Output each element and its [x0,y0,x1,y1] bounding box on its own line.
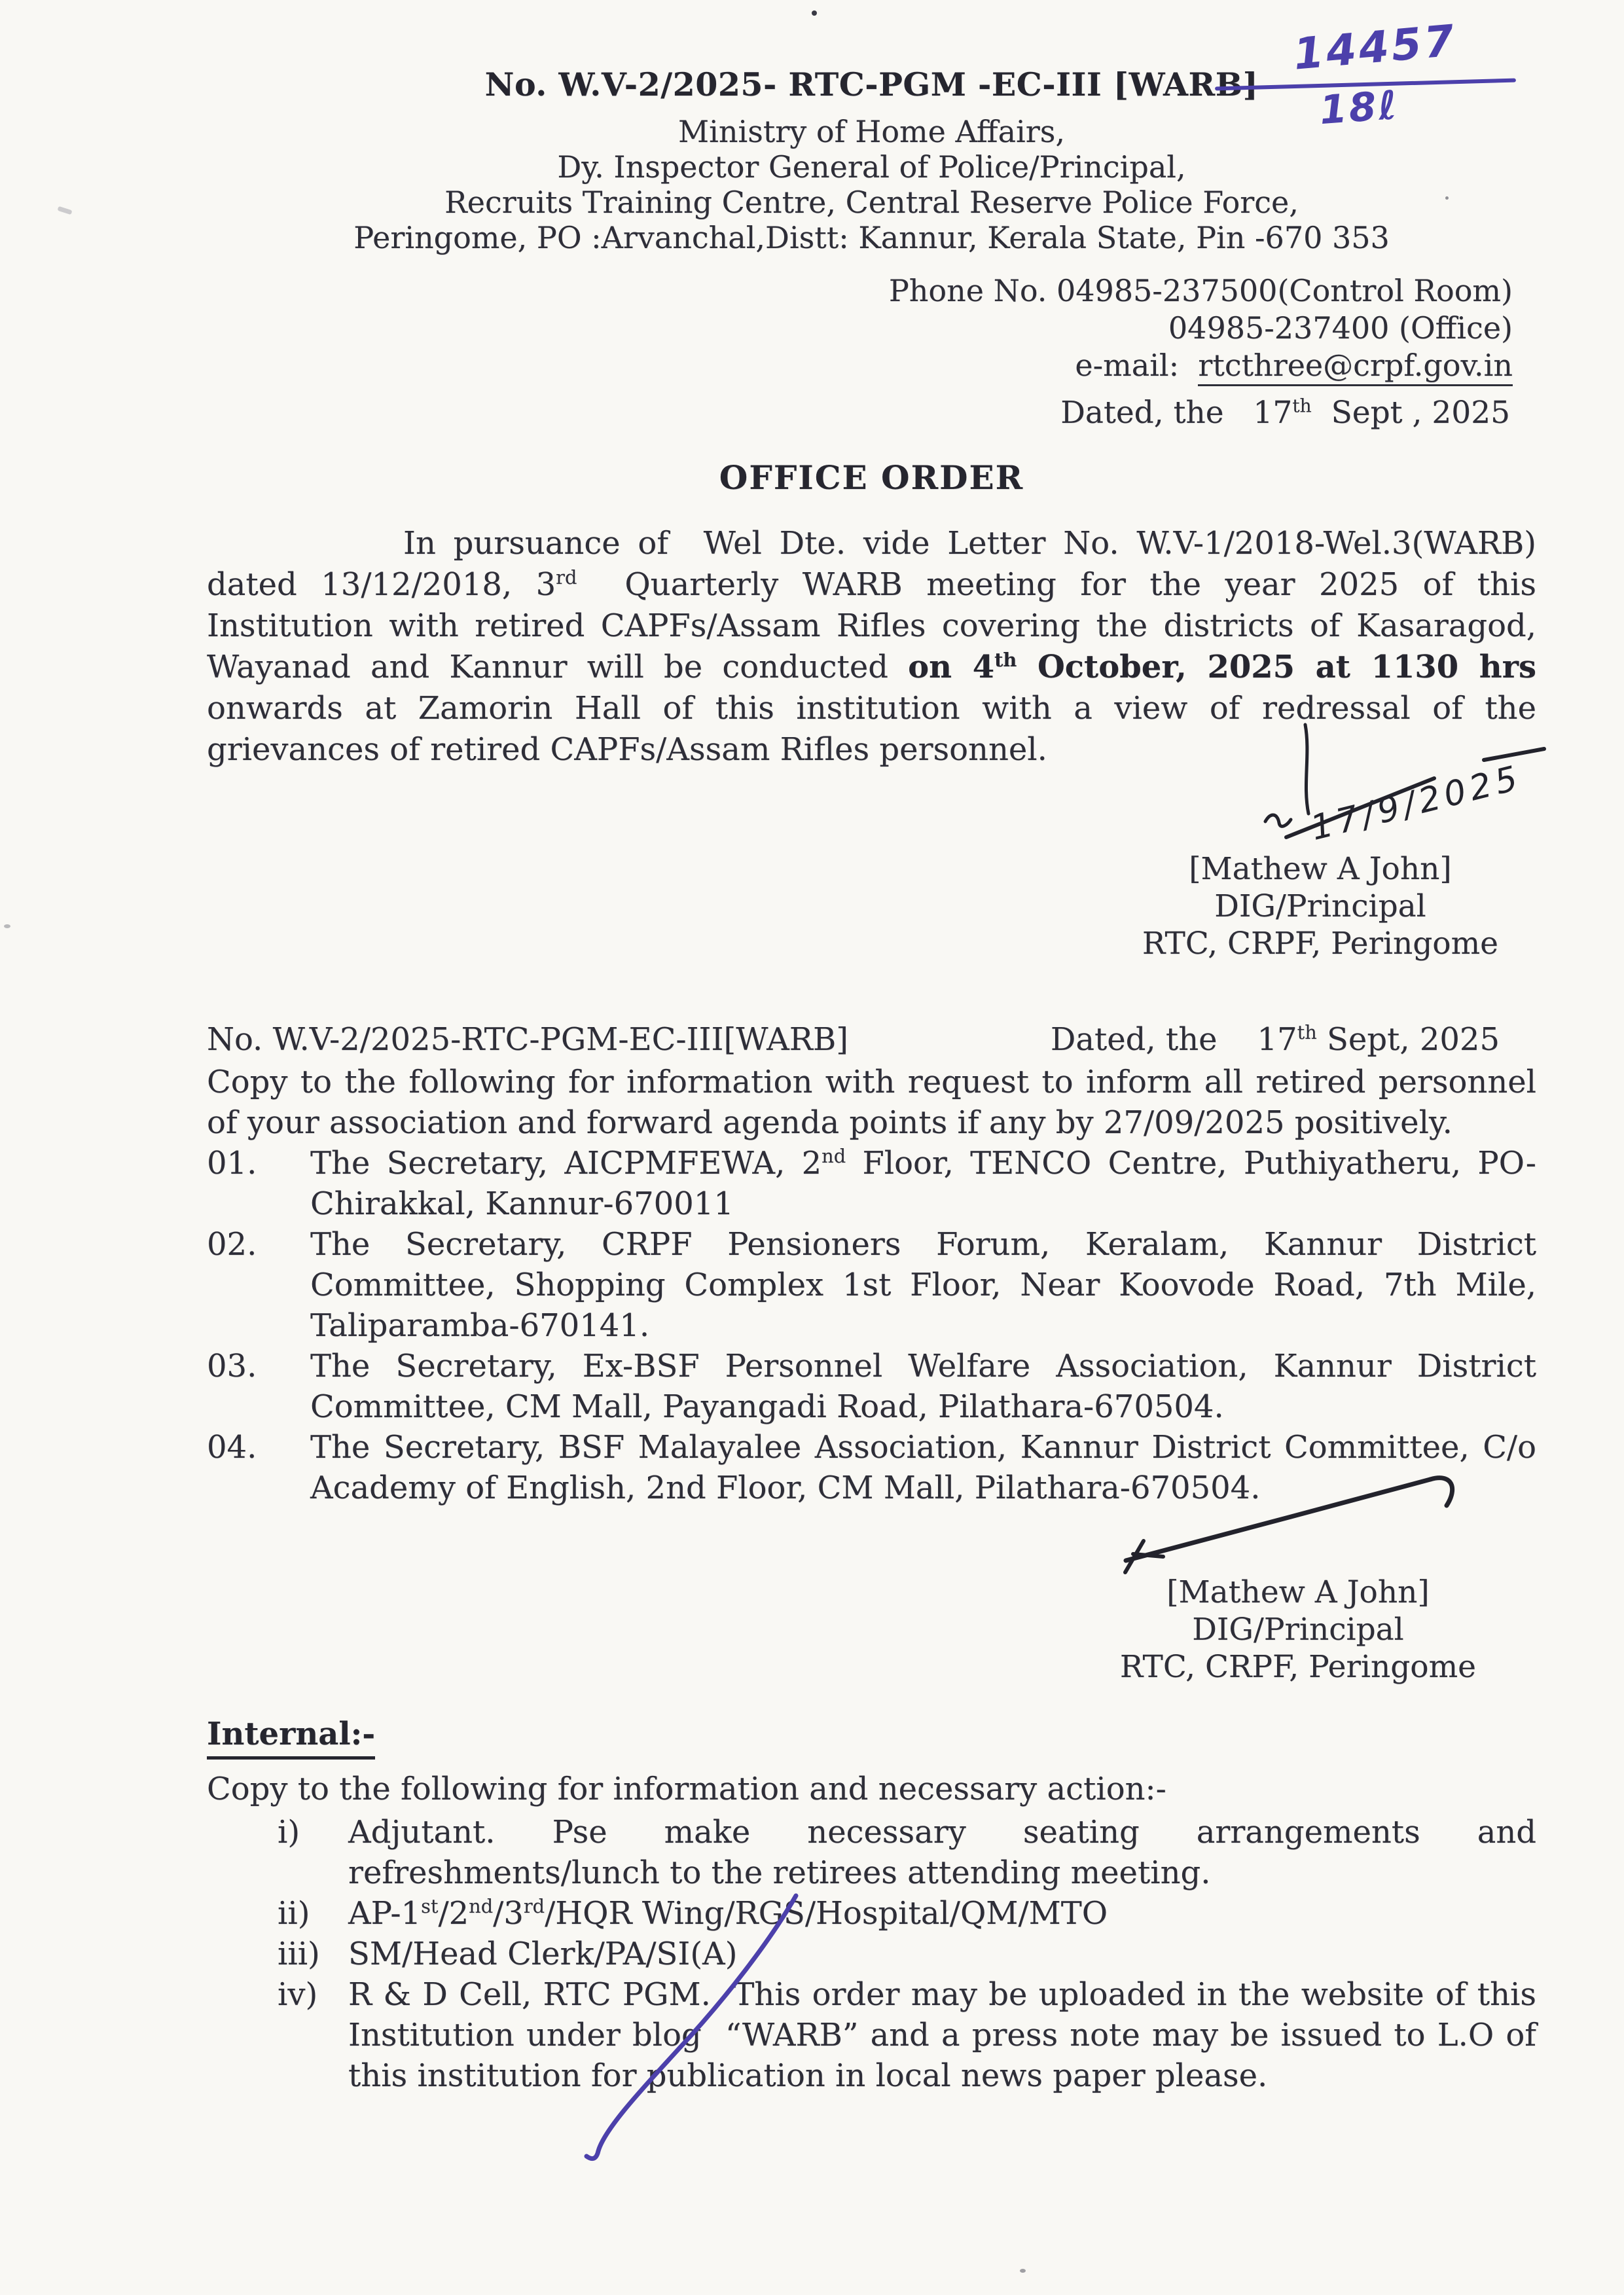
phone-control-room: Phone No. 04985-237500(Control Room) [888,273,1513,308]
contact-block [207,272,1536,384]
signatory-designation: DIG/Principal [1214,888,1426,924]
list-item [207,1143,1536,1224]
list-item-number: iii) [278,1936,320,1972]
email-line [207,347,1513,384]
scan-speck [1445,196,1449,200]
date-line-top: Dated, the 17th Sept , 2025 [1060,395,1510,431]
list-item [207,1812,1536,1893]
order-paragraph: In pursuance of Wel Dte. vide Letter No. W.V-1/2018-Wel.3(WARB) dated 13/12/2018, 3rd Quarterly WARB meeting for the year 2025 of this Institution with retired CAPFs/Assam Rifles covering the districts of Kasaragod, Wayanad and Kannur will be conducted on 4th October, 2025 at 1130 hrs onwards at Zamorin Hall of this institution with a view of redressal of the grievances of retired CAPFs/Assam Rifles personnel. [207,525,1537,768]
list-item-number: 02. [207,1226,257,1263]
receipt-number-handwriting: 14457 [1291,15,1459,80]
receipt-annotation [1215,17,1542,141]
list-item-number: iv) [278,1976,318,2013]
letterhead-line-dig: Dy. Inspector General of Police/Principal, [557,149,1186,185]
distribution-date: Dated, the 17th Sept, 2025 [1050,1021,1500,1058]
list-item [207,1893,1536,1934]
scan-speck [812,10,817,16]
distribution-list [207,1143,1536,1508]
list-item-number: ii) [278,1895,310,1932]
signatory-name: [Mathew A John] [1166,1574,1430,1610]
list-item-text: SM/Head Clerk/PA/SI(A) [348,1936,738,1972]
scan-speck [4,924,10,928]
signature-date-handwriting: 17/9/2025 [1307,758,1526,848]
email-address: rtcthree@crpf.gov.in [1198,348,1513,386]
list-item [207,1934,1536,1974]
list-item-text: Adjutant. Pse make necessary seating arrangements and refreshments/lunch to the retirees attending meeting. [348,1814,1536,1891]
list-item [207,1346,1536,1427]
email-label: e-mail: [1075,348,1199,383]
signatory-office: RTC, CRPF, Peringome [1119,1649,1476,1685]
internal-list [207,1812,1536,2096]
list-item [207,1427,1536,1508]
signatory-name: [Mathew A John] [1189,851,1452,887]
distribution-ref-number: No. W.V-2/2025-RTC-PGM-EC-III[WARB] [207,1021,848,1058]
list-item [207,1224,1536,1346]
list-item-number: i) [278,1814,300,1851]
list-item-text: R & D Cell, RTC PGM. This order may be uploaded in the website of this Institution under blog “WARB” and a press note may be issued to L.O of this institution for publication in local news paper please. [348,1976,1536,2094]
scan-speck [1020,2269,1026,2273]
signature-block-2 [1120,1574,1476,1686]
internal-intro: Copy to the following for information and necessary action:- [207,1771,1166,1807]
list-item-number: 03. [207,1348,257,1384]
document-title: OFFICE ORDER [719,458,1024,497]
letterhead-line-address: Peringome, PO :Arvanchal,Distt: Kannur, Kerala State, Pin -670 353 [353,220,1390,255]
list-item-text: The Secretary, AICPMFEWA, 2nd Floor, TENCO Centre, Puthiyatheru, PO-Chirakkal, Kannur-670011 [310,1145,1536,1222]
letterhead-line-rtc: Recruits Training Centre, Central Reserve Police Force, [444,185,1299,220]
list-item-text: The Secretary, BSF Malayalee Association, Kannur District Committee, C/o Academy of English, 2nd Floor, CM Mall, Pilathara-670504. [310,1429,1536,1506]
signatory-office: RTC, CRPF, Peringome [1142,926,1498,962]
list-item-text: AP-1st/2nd/3rd/HQR Wing/RGS/Hospital/QM/MTO [348,1895,1108,1932]
letterhead-line-ministry: Ministry of Home Affairs, [678,114,1065,149]
signatory-designation: DIG/Principal [1192,1612,1404,1648]
list-item-text: The Secretary, CRPF Pensioners Forum, Keralam, Kannur District Committee, Shopping Complex 1st Floor, Near Koovode Road, 7th Mile, Taliparamba-670141. [310,1226,1536,1344]
document-ref-number: No. W.V-2/2025- RTC-PGM -EC-III [WARB] [484,65,1259,103]
list-item-text: The Secretary, Ex-BSF Personnel Welfare Association, Kannur District Committee, CM Mall, Payangadi Road, Pilathara-670504. [310,1348,1536,1425]
list-item-number: 04. [207,1429,257,1466]
distribution-intro: Copy to the following for information with request to inform all retired personnel of your association and forward agenda points if any by 27/09/2025 positively. [207,1064,1536,1141]
distribution-ref-row [207,1021,1536,1058]
signature-block-1 [1142,758,1526,962]
phone-office: 04985-237400 (Office) [1168,310,1513,346]
list-item [207,1974,1536,2096]
internal-heading: Internal:- [207,1716,375,1760]
list-item-number: 01. [207,1145,257,1182]
receipt-sub-handwriting: 18ℓ [1318,82,1401,134]
